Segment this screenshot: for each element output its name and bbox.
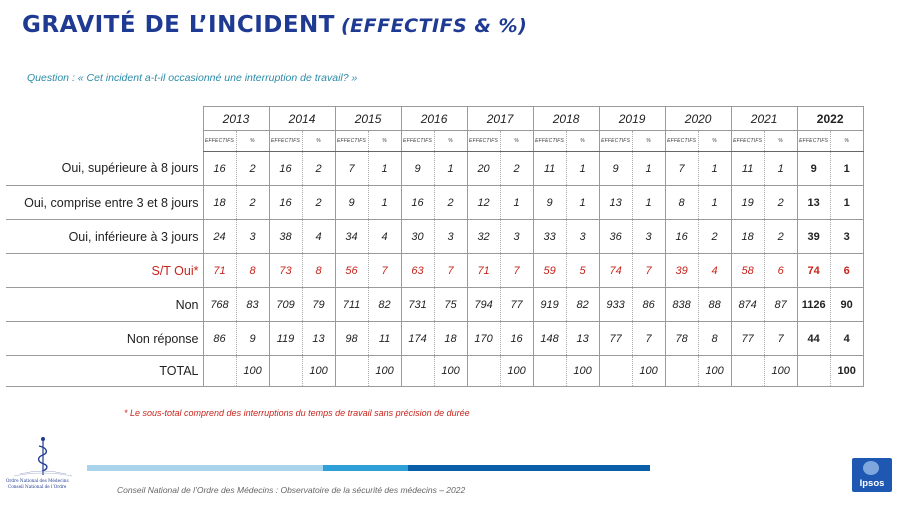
count-cell: 86 [203,322,236,356]
percent-cell: 7 [500,254,533,288]
percent-cell: 100 [368,356,401,387]
caduceus-icon [6,434,80,478]
ipsos-wordmark: Ipsos [859,478,885,489]
count-cell: 74 [797,254,830,288]
count-cell: 24 [203,220,236,254]
count-cell: 77 [731,322,764,356]
count-cell: 33 [533,220,566,254]
count-cell: 874 [731,288,764,322]
percent-subheader: % [566,131,599,152]
percent-cell: 1 [632,186,665,220]
percent-cell: 4 [302,220,335,254]
percent-cell: 8 [236,254,269,288]
count-cell: 18 [731,220,764,254]
count-cell: 170 [467,322,500,356]
question-text: Question : « Cet incident a-t-il occasionné une interruption de travail? » [27,72,358,84]
count-cell: 73 [269,254,302,288]
count-cell [203,356,236,387]
count-cell: 9 [401,152,434,186]
percent-cell: 1 [434,152,467,186]
row-label: Oui, comprise entre 3 et 8 jours [6,186,203,220]
percent-cell: 16 [500,322,533,356]
percent-subheader: % [434,131,467,152]
count-cell: 58 [731,254,764,288]
count-cell: 9 [599,152,632,186]
row-label: Non réponse [6,322,203,356]
percent-cell: 7 [632,254,665,288]
percent-cell: 87 [764,288,797,322]
percent-cell: 1 [698,186,731,220]
row-label: TOTAL [6,356,203,387]
year-header: 2022 [797,107,863,131]
decor-bar-light [87,465,323,471]
year-header: 2015 [335,107,401,131]
table-row [6,152,863,186]
percent-cell: 75 [434,288,467,322]
count-cell: 98 [335,322,368,356]
percent-cell: 8 [302,254,335,288]
percent-cell: 18 [434,322,467,356]
percent-subheader: % [830,131,863,152]
year-header: 2013 [203,107,269,131]
effectifs-subheader: EFFECTIFS [533,131,566,152]
incident-severity-table [6,106,864,387]
percent-cell: 3 [500,220,533,254]
logo-line2: Conseil National de l’Ordre [8,484,67,489]
effectifs-subheader: EFFECTIFS [401,131,434,152]
year-header: 2020 [665,107,731,131]
percent-cell: 8 [698,322,731,356]
percent-cell: 100 [434,356,467,387]
percent-cell: 88 [698,288,731,322]
count-cell: 63 [401,254,434,288]
count-cell: 119 [269,322,302,356]
percent-cell: 100 [698,356,731,387]
percent-cell: 3 [434,220,467,254]
percent-cell: 82 [368,288,401,322]
percent-cell: 100 [302,356,335,387]
percent-cell: 1 [368,186,401,220]
percent-cell: 2 [764,220,797,254]
percent-cell: 100 [632,356,665,387]
percent-subheader: % [632,131,665,152]
percent-cell: 9 [236,322,269,356]
percent-cell: 3 [830,220,863,254]
percent-cell: 1 [764,152,797,186]
count-cell: 838 [665,288,698,322]
count-cell: 919 [533,288,566,322]
count-cell [401,356,434,387]
count-cell: 16 [203,152,236,186]
percent-cell: 1 [830,186,863,220]
count-cell: 7 [335,152,368,186]
percent-cell: 1 [632,152,665,186]
percent-cell: 4 [830,322,863,356]
count-cell: 39 [665,254,698,288]
percent-cell: 77 [500,288,533,322]
percent-cell: 3 [632,220,665,254]
percent-cell: 3 [236,220,269,254]
percent-cell: 3 [566,220,599,254]
percent-cell: 100 [830,356,863,387]
count-cell: 16 [269,152,302,186]
year-header-row [6,107,863,131]
year-header: 2014 [269,107,335,131]
count-cell [665,356,698,387]
percent-cell: 2 [236,186,269,220]
percent-subheader: % [500,131,533,152]
percent-cell: 7 [632,322,665,356]
footer-text: Conseil National de l’Ordre des Médecins : Observatoire de la sécurité des médecins – 2022 [117,485,466,495]
percent-cell: 13 [566,322,599,356]
row-label: S/T Oui* [6,254,203,288]
percent-subheader: % [368,131,401,152]
percent-cell: 2 [764,186,797,220]
percent-cell: 11 [368,322,401,356]
percent-subheader: % [236,131,269,152]
year-header: 2018 [533,107,599,131]
count-cell: 32 [467,220,500,254]
percent-cell: 4 [698,254,731,288]
percent-cell: 6 [830,254,863,288]
ordre-medecins-logo [6,434,80,500]
count-cell: 174 [401,322,434,356]
header-blank [6,131,203,152]
count-cell [335,356,368,387]
footnote: * Le sous-total comprend des interruptions du temps de travail sans précision de durée [124,408,470,418]
count-cell: 78 [665,322,698,356]
decor-bar-mid [323,465,408,471]
percent-cell: 13 [302,322,335,356]
logo-line1: Ordre National des Médecins [6,478,69,483]
percent-cell: 2 [698,220,731,254]
percent-cell: 2 [302,186,335,220]
count-cell: 16 [665,220,698,254]
decor-bar-dark [408,465,650,471]
count-cell: 11 [731,152,764,186]
count-cell: 38 [269,220,302,254]
table-row [6,322,863,356]
count-cell [269,356,302,387]
year-header: 2019 [599,107,665,131]
count-cell: 39 [797,220,830,254]
count-cell: 18 [203,186,236,220]
percent-cell: 79 [302,288,335,322]
percent-cell: 2 [500,152,533,186]
row-label: Oui, inférieure à 3 jours [6,220,203,254]
count-cell: 71 [203,254,236,288]
count-cell: 77 [599,322,632,356]
table-row [6,356,863,387]
percent-cell: 4 [368,220,401,254]
percent-cell: 1 [566,152,599,186]
count-cell: 16 [269,186,302,220]
percent-cell: 7 [434,254,467,288]
count-cell: 71 [467,254,500,288]
effectifs-subheader: EFFECTIFS [467,131,500,152]
effectifs-subheader: EFFECTIFS [335,131,368,152]
count-cell: 148 [533,322,566,356]
row-label: Non [6,288,203,322]
percent-cell: 86 [632,288,665,322]
table-row [6,288,863,322]
percent-cell: 83 [236,288,269,322]
percent-cell: 100 [764,356,797,387]
header-blank [6,107,203,131]
percent-cell: 100 [236,356,269,387]
count-cell: 16 [401,186,434,220]
percent-cell: 1 [368,152,401,186]
row-label: Oui, supérieure à 8 jours [6,152,203,186]
percent-cell: 1 [698,152,731,186]
effectifs-subheader: EFFECTIFS [665,131,698,152]
percent-cell: 1 [830,152,863,186]
count-cell [467,356,500,387]
count-cell: 34 [335,220,368,254]
count-cell: 13 [797,186,830,220]
year-header: 2016 [401,107,467,131]
count-cell: 7 [665,152,698,186]
percent-subheader: % [764,131,797,152]
percent-cell: 2 [302,152,335,186]
effectifs-subheader: EFFECTIFS [599,131,632,152]
percent-cell: 6 [764,254,797,288]
count-cell: 20 [467,152,500,186]
percent-cell: 82 [566,288,599,322]
ipsos-logo-icon [863,461,879,475]
title-sub: (EFFECTIFS & %) [341,15,528,37]
table-row [6,220,863,254]
count-cell: 794 [467,288,500,322]
count-cell [599,356,632,387]
year-header: 2017 [467,107,533,131]
count-cell: 30 [401,220,434,254]
count-cell: 19 [731,186,764,220]
page-title [22,12,527,38]
count-cell: 709 [269,288,302,322]
percent-cell: 100 [566,356,599,387]
count-cell: 711 [335,288,368,322]
effectifs-subheader: EFFECTIFS [203,131,236,152]
count-cell: 36 [599,220,632,254]
percent-cell: 100 [500,356,533,387]
percent-subheader: % [698,131,731,152]
count-cell: 731 [401,288,434,322]
effectifs-subheader: EFFECTIFS [731,131,764,152]
percent-cell: 2 [236,152,269,186]
count-cell [797,356,830,387]
count-cell: 74 [599,254,632,288]
count-cell: 933 [599,288,632,322]
count-cell: 13 [599,186,632,220]
percent-cell: 5 [566,254,599,288]
title-main: GRAVITÉ DE L’INCIDENT [22,12,335,38]
percent-cell: 1 [500,186,533,220]
count-cell [533,356,566,387]
count-cell: 44 [797,322,830,356]
count-cell: 9 [335,186,368,220]
percent-cell: 2 [434,186,467,220]
table-row [6,186,863,220]
percent-subheader: % [302,131,335,152]
count-cell: 59 [533,254,566,288]
count-cell: 8 [665,186,698,220]
percent-cell: 7 [368,254,401,288]
count-cell: 9 [533,186,566,220]
count-cell: 11 [533,152,566,186]
count-cell: 768 [203,288,236,322]
count-cell [731,356,764,387]
percent-cell: 7 [764,322,797,356]
ipsos-logo [852,458,892,492]
table-row [6,254,863,288]
percent-cell: 1 [566,186,599,220]
effectifs-subheader: EFFECTIFS [269,131,302,152]
year-header: 2021 [731,107,797,131]
count-cell: 1126 [797,288,830,322]
percent-cell: 90 [830,288,863,322]
count-cell: 56 [335,254,368,288]
count-cell: 12 [467,186,500,220]
sub-header-row [6,131,863,152]
count-cell: 9 [797,152,830,186]
effectifs-subheader: EFFECTIFS [797,131,830,152]
